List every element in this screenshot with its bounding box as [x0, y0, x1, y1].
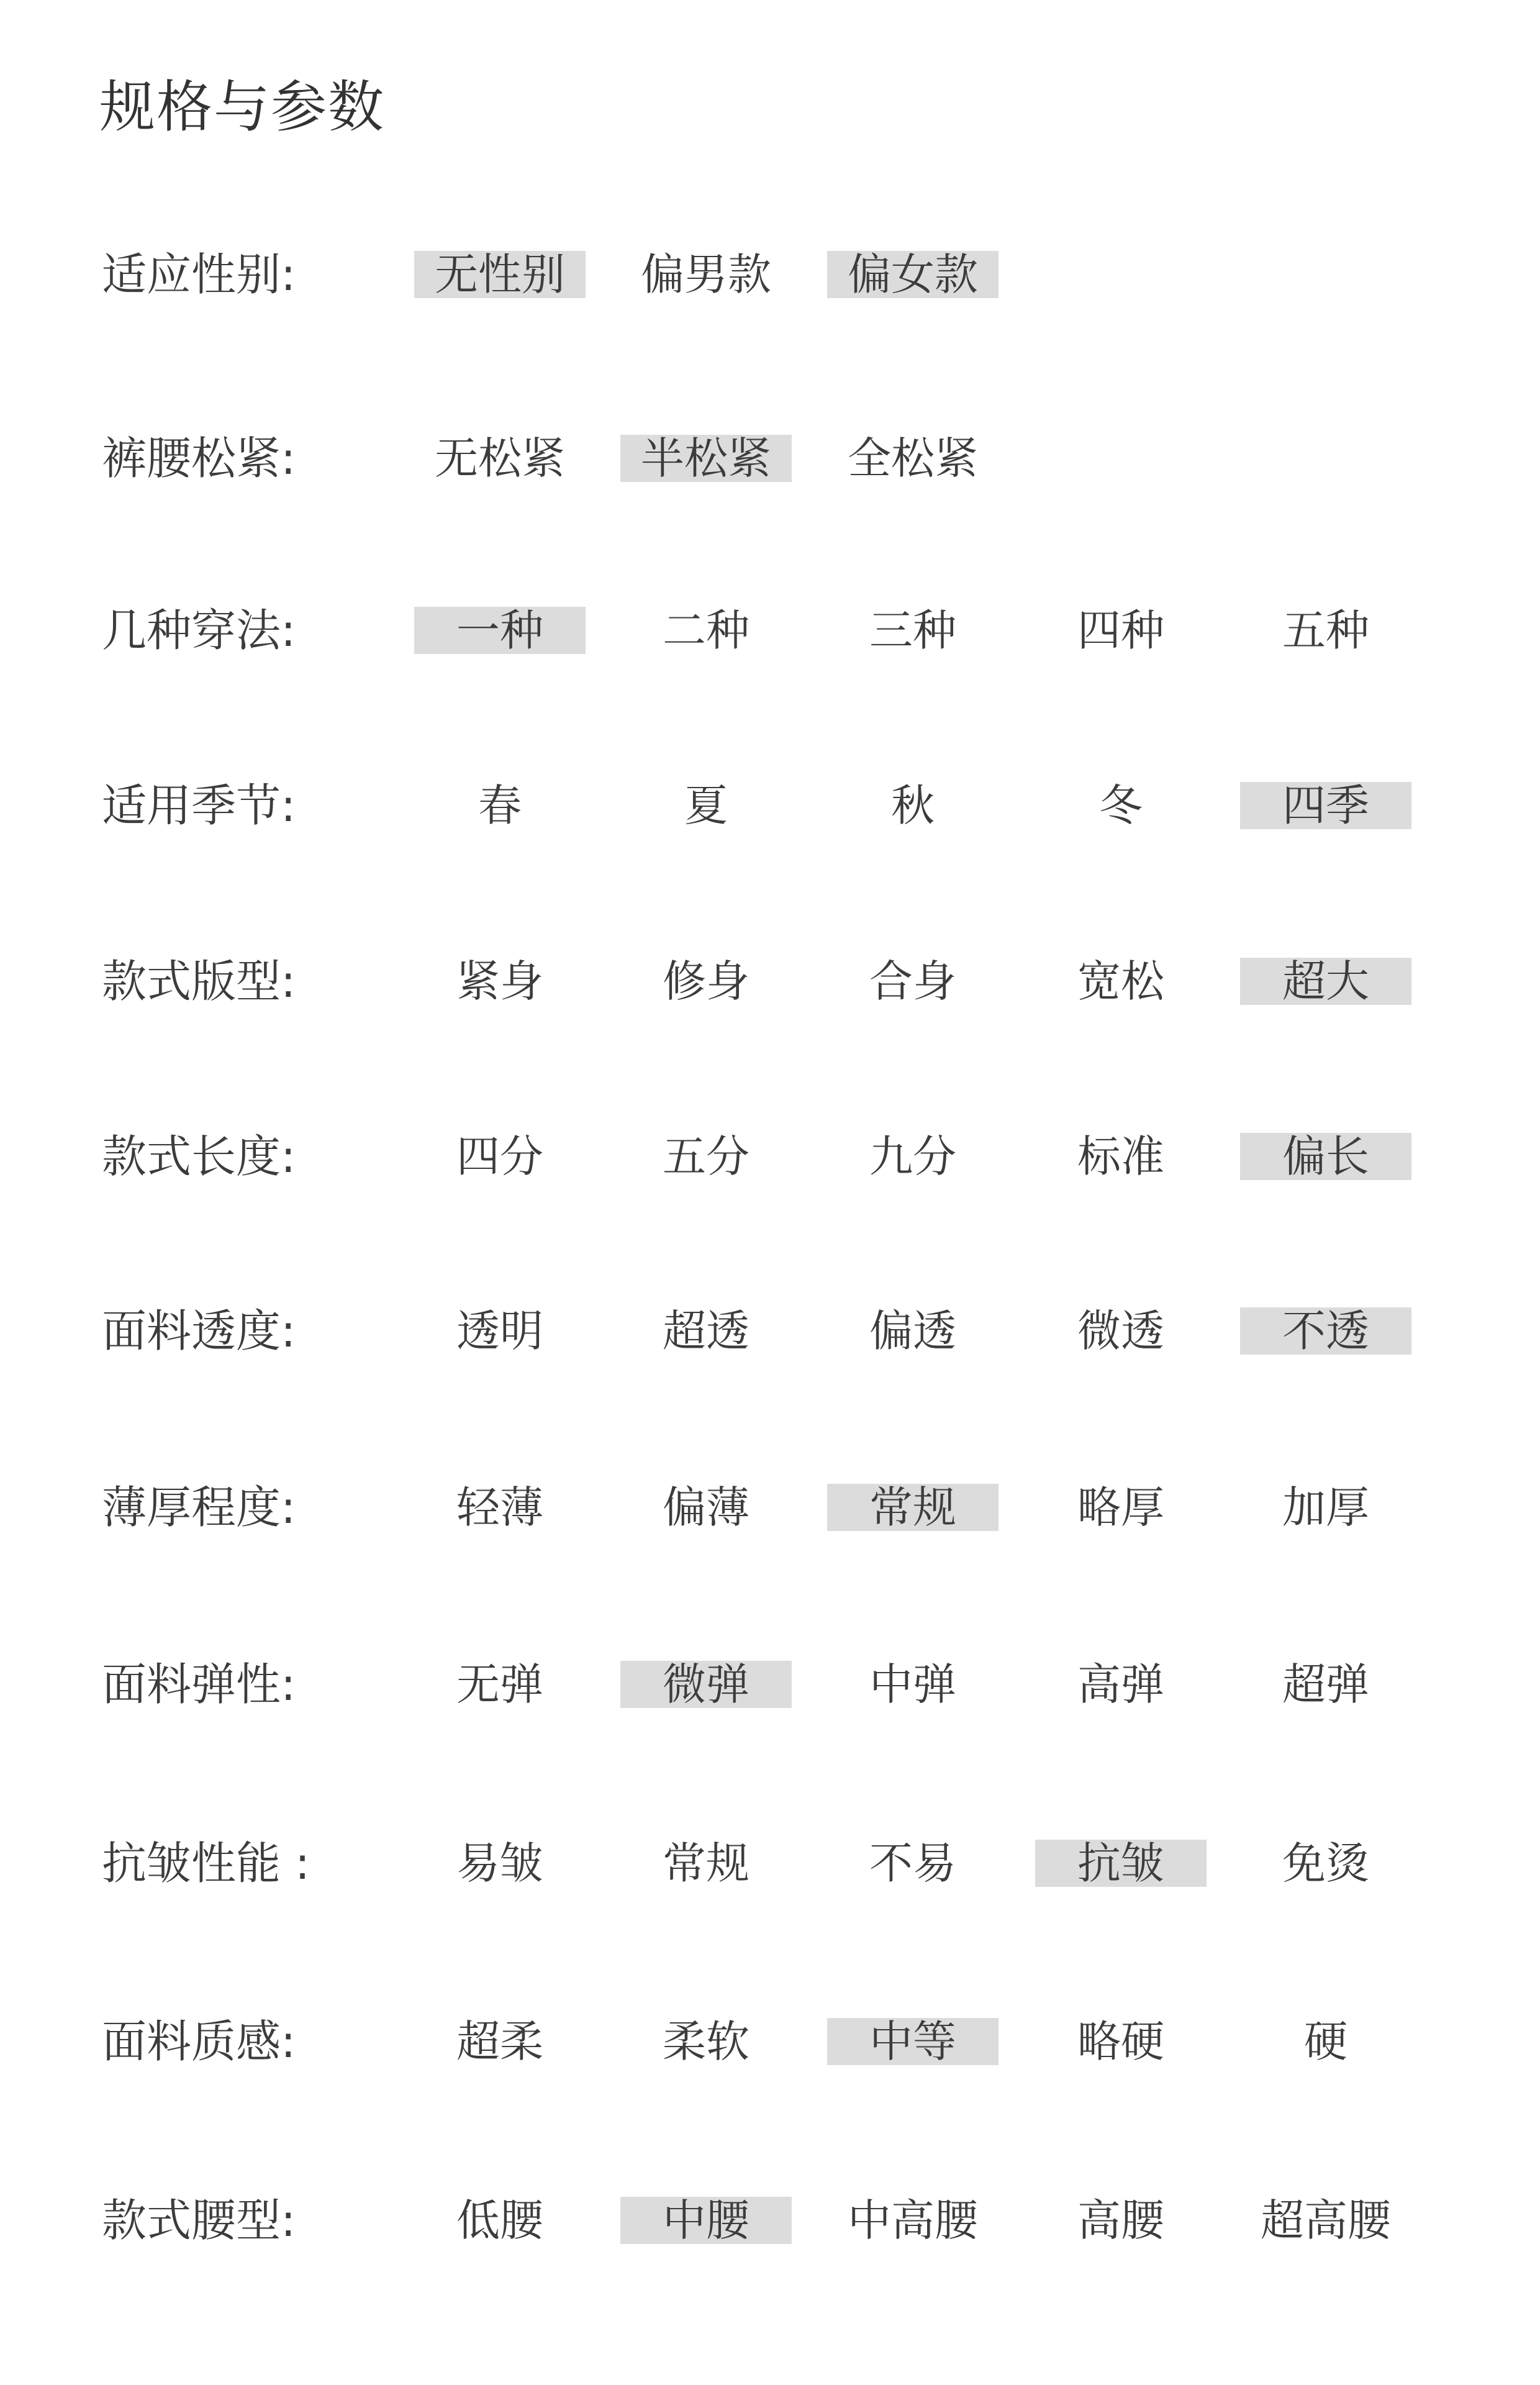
option-tag-selected: 无性别 — [414, 251, 586, 298]
option-tag: 超透 — [663, 1306, 750, 1356]
option-tag: 柔软 — [663, 2016, 750, 2067]
option-tag: 免烫 — [1282, 1838, 1369, 1889]
spec-row-elasticity — [0, 1653, 1540, 1715]
option-tag-selected: 一种 — [414, 607, 586, 654]
option-tag: 常规 — [663, 1838, 750, 1889]
row-label: 抗皱性能 : — [102, 1837, 310, 1889]
option-tag-selected: 偏长 — [1240, 1133, 1411, 1180]
option-tag: 不易 — [869, 1838, 956, 1889]
option-tag: 冬 — [1099, 780, 1143, 831]
row-label: 面料透度: — [102, 1305, 296, 1357]
row-label: 适应性别: — [102, 248, 296, 301]
option-tag-selected: 不透 — [1240, 1307, 1411, 1355]
row-label: 款式版型: — [102, 955, 296, 1007]
option-tag: 高弹 — [1077, 1659, 1164, 1710]
row-label: 适用季节: — [102, 779, 296, 832]
spec-row-wrinkle-resistance — [0, 1832, 1540, 1894]
option-tag: 中高腰 — [848, 2195, 978, 2246]
option-tag: 偏薄 — [663, 1482, 750, 1533]
option-tag: 易皱 — [456, 1838, 543, 1889]
row-label: 款式腰型: — [102, 2194, 296, 2246]
spec-row-texture — [0, 2010, 1540, 2073]
option-tag: 偏透 — [869, 1306, 956, 1356]
spec-row-length — [0, 1125, 1540, 1188]
option-tag: 超柔 — [456, 2016, 543, 2067]
option-tag-selected: 中腰 — [620, 2197, 792, 2244]
option-tag: 三种 — [869, 605, 956, 656]
spec-row-gender — [0, 243, 1540, 306]
row-label: 几种穿法: — [102, 604, 296, 656]
option-tag: 四种 — [1077, 605, 1164, 656]
option-tag-selected: 微弹 — [620, 1661, 792, 1708]
option-tag-selected: 四季 — [1240, 782, 1411, 829]
option-tag: 无松紧 — [435, 433, 565, 484]
spec-row-thickness — [0, 1476, 1540, 1538]
spec-row-fit — [0, 950, 1540, 1012]
option-tag: 硬 — [1304, 2016, 1348, 2067]
option-tag-selected: 抗皱 — [1035, 1840, 1207, 1887]
option-tag: 夏 — [684, 780, 728, 831]
option-tag: 高腰 — [1077, 2195, 1164, 2246]
option-tag: 修身 — [663, 956, 750, 1007]
row-label: 款式长度: — [102, 1130, 296, 1183]
spec-row-season — [0, 775, 1540, 837]
option-tag: 标准 — [1077, 1131, 1164, 1182]
option-tag: 超弹 — [1282, 1659, 1369, 1710]
row-label: 面料弹性: — [102, 1658, 296, 1710]
option-tag-selected: 偏女款 — [827, 251, 999, 298]
option-tag: 合身 — [869, 956, 956, 1007]
option-tag: 略厚 — [1077, 1482, 1164, 1533]
spec-row-waistband — [0, 427, 1540, 489]
page-title: 规格与参数 — [99, 75, 385, 140]
option-tag: 微透 — [1077, 1306, 1164, 1356]
option-tag: 秋 — [891, 780, 935, 831]
option-tag: 轻薄 — [456, 1482, 543, 1533]
row-label: 面料质感: — [102, 2015, 296, 2068]
option-tag: 透明 — [456, 1306, 543, 1356]
option-tag: 二种 — [663, 605, 750, 656]
option-tag: 五分 — [663, 1131, 750, 1182]
row-label: 裤腰松紧: — [102, 432, 296, 484]
option-tag: 四分 — [456, 1131, 543, 1182]
option-tag: 超高腰 — [1261, 2195, 1391, 2246]
spec-row-wear-ways — [0, 599, 1540, 661]
spec-row-waist-type — [0, 2189, 1540, 2251]
row-label: 薄厚程度: — [102, 1481, 296, 1533]
option-tag: 偏男款 — [641, 249, 771, 300]
option-tag: 春 — [478, 780, 522, 831]
option-tag: 略硬 — [1077, 2016, 1164, 2067]
option-tag-selected: 超大 — [1240, 958, 1411, 1005]
option-tag: 全松紧 — [848, 433, 978, 484]
option-tag: 低腰 — [456, 2195, 543, 2246]
option-tag: 无弹 — [456, 1659, 543, 1710]
option-tag-selected: 常规 — [827, 1484, 999, 1531]
option-tag: 九分 — [869, 1131, 956, 1182]
option-tag-selected: 中等 — [827, 2018, 999, 2065]
option-tag: 五种 — [1282, 605, 1369, 656]
option-tag: 加厚 — [1282, 1482, 1369, 1533]
option-tag-selected: 半松紧 — [620, 435, 792, 482]
option-tag: 中弹 — [869, 1659, 956, 1710]
spec-row-transparency — [0, 1300, 1540, 1362]
option-tag: 紧身 — [456, 956, 543, 1007]
option-tag: 宽松 — [1077, 956, 1164, 1007]
